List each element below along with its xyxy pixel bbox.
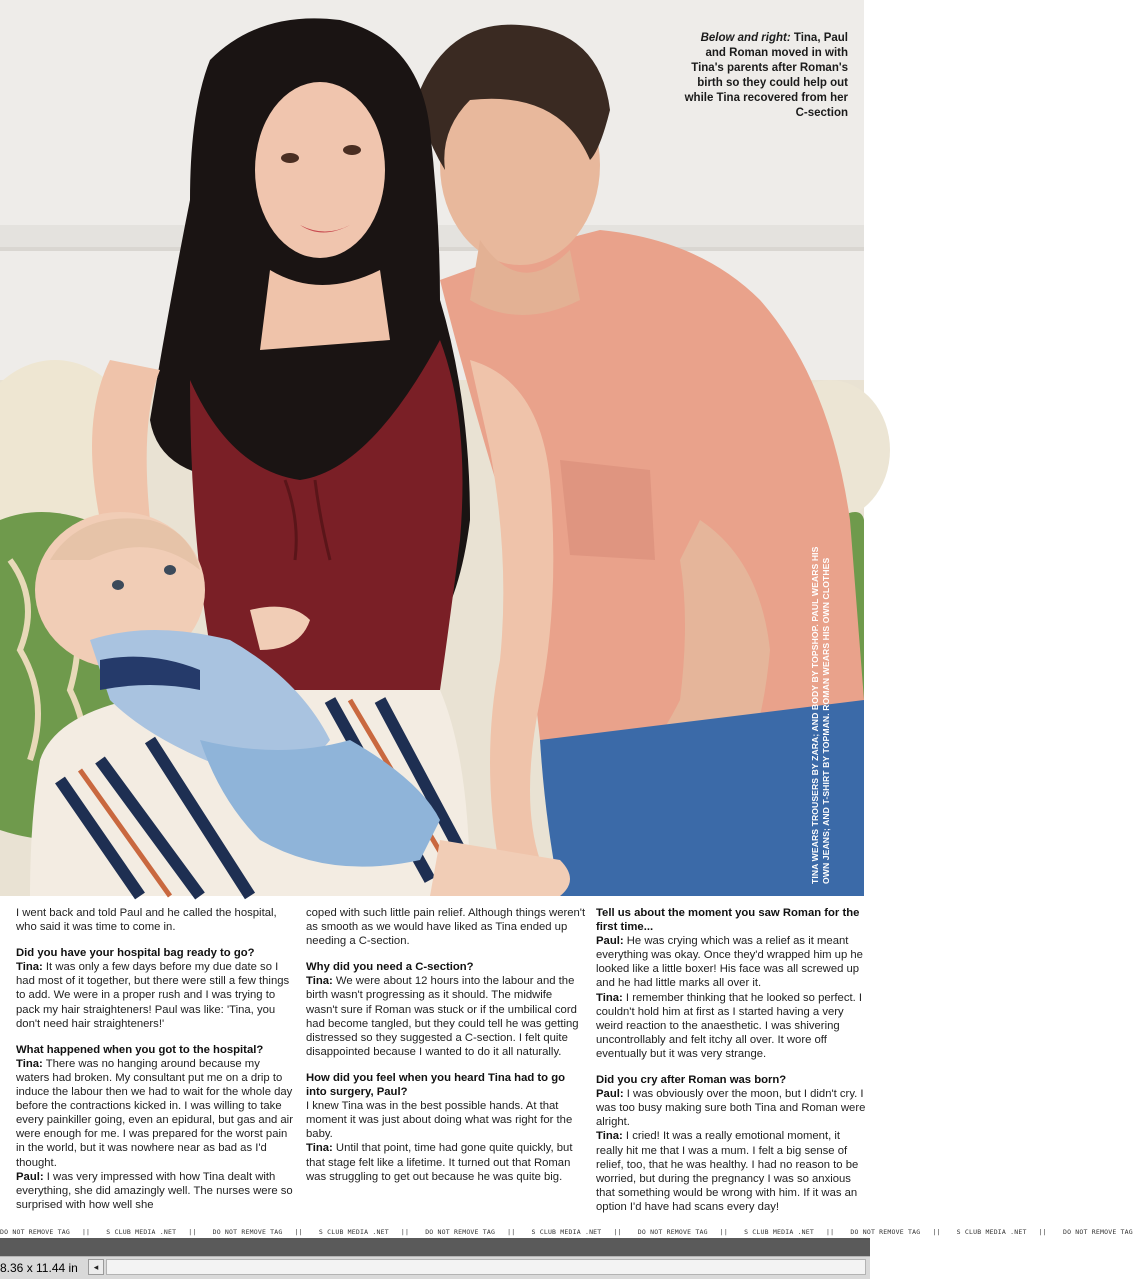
caption-lead: Below and right: xyxy=(700,32,791,44)
answer: I knew Tina was in the best possible hands. At that moment it was just about doing what was right for the baby. xyxy=(306,1100,573,1141)
article-column-2 xyxy=(306,906,586,1196)
watermark-tag: S CLUB MEDIA .NET xyxy=(106,1228,177,1236)
article-column-1 xyxy=(16,906,296,1224)
page-dimensions: 8.36 x 11.44 in xyxy=(0,1261,78,1275)
watermark-tag: DO NOT REMOVE TAG xyxy=(425,1228,496,1236)
speaker-label: Tina: xyxy=(306,1142,333,1155)
answer: I remember thinking that he looked so perfect. I couldn't hold him at first as I started having a very weird reaction to the anaesthetic. I was shivering uncontrollably and felt itchy all over. It wore off eventually but it was very strange. xyxy=(596,991,863,1060)
speaker-label: Paul: xyxy=(596,1088,624,1101)
viewer-status-bar xyxy=(0,1256,870,1279)
question: Did you cry after Roman was born? xyxy=(596,1074,787,1087)
scroll-left-button[interactable] xyxy=(88,1259,104,1275)
speaker-label: Tina: xyxy=(16,1057,43,1070)
speaker-label: Paul: xyxy=(16,1170,44,1183)
speaker-label: Tina: xyxy=(596,1130,623,1143)
article-column-3 xyxy=(596,906,868,1226)
answer: There was no hanging around because my waters had broken. My consultant put me on a drip to induce the labour then we had to wait for the whole day before the contractions kicked in. I was willing to take every painkiller going, even an epidural, but gas and air were enough for me. I was prepared for the worst pain in the world, but it was nowhere near as bad as I'd thought. xyxy=(16,1057,293,1169)
question: What happened when you got to the hospital? xyxy=(16,1043,264,1056)
watermark-tag: DO NOT REMOVE TAG xyxy=(637,1228,708,1236)
watermark-strip: DO NOT REMOVE TAG || S CLUB MEDIA .NET || DO NOT REMOVE TAG || S CLUB MEDIA .NET || DO NOT REMOVE TAG || S CLUB MEDIA .NET || DO NOT REMOVE TAG || S CLUB MEDIA .NET || DO NOT REMOVE TAG || S CLUB MEDIA .NET || DO NOT REMOVE TAG xyxy=(0,1228,1133,1236)
horizontal-scrollbar[interactable] xyxy=(106,1259,866,1275)
watermark-tag: DO NOT REMOVE TAG xyxy=(1062,1228,1133,1236)
answer: I was very impressed with how Tina dealt with everything, she did amazingly well. The nurses were so surprised with how well she xyxy=(16,1170,293,1211)
paragraph: coped with such little pain relief. Although things weren't as smooth as we would have liked as Tina ended up needing a C-section. xyxy=(306,907,586,948)
answer: He was crying which was a relief as it meant everything was okay. Once they'd wrapped him up he looked like a little boxer! His face was all screwed up and he had little marks all over it. xyxy=(596,935,863,990)
question: Tell us about the moment you saw Roman for the first time... xyxy=(596,907,860,934)
qa-block xyxy=(596,906,868,1061)
caption-text: Tina, Paul and Roman moved in with Tina's parents after Roman's birth so they could help out while Tina recovered from her C-section xyxy=(684,32,848,119)
qa-block xyxy=(596,1073,868,1214)
watermark-tag: DO NOT REMOVE TAG xyxy=(212,1228,283,1236)
question: Did you have your hospital bag ready to go? xyxy=(16,947,255,960)
qa-block xyxy=(306,960,586,1059)
speaker-label: Tina: xyxy=(16,961,43,974)
watermark-tag: S CLUB MEDIA .NET xyxy=(956,1228,1027,1236)
clothing-credit: TINA WEARS TROUSERS BY ZARA; AND BODY BY TOPSHOP. PAUL WEARS HIS OWN JEANS; AND T-SHIRT BY TOPMAN. ROMAN WEARS HIS OWN CLOTHES xyxy=(810,546,831,884)
watermark-tag: DO NOT REMOVE TAG xyxy=(850,1228,921,1236)
photo-caption xyxy=(678,31,848,121)
arrow-left-icon: ◂ xyxy=(93,1262,99,1272)
qa-block xyxy=(16,1043,296,1212)
qa-block xyxy=(16,946,296,1031)
speaker-label: Tina: xyxy=(596,991,623,1004)
watermark-tag: S CLUB MEDIA .NET xyxy=(531,1228,602,1236)
watermark-tag: DO NOT REMOVE TAG xyxy=(0,1228,70,1236)
answer: We were about 12 hours into the labour and the birth wasn't progressing as it should. The midwife wasn't sure if Roman was stuck or if the umbilical cord had become tangled, but they could tell he was getting distressed so they suggested a C-section. I felt quite disappointed because I wanted to do it all naturally. xyxy=(306,975,579,1058)
paragraph: I went back and told Paul and he called the hospital, who said it was time to come in. xyxy=(16,907,277,934)
question: How did you feel when you heard Tina had to go into surgery, Paul? xyxy=(306,1071,566,1099)
watermark-tag: S CLUB MEDIA .NET xyxy=(744,1228,815,1236)
answer: Until that point, time had gone quite quickly, but that stage felt like a lifetime. It turned out that Roman was struggling to get out because he was quite big. xyxy=(306,1142,573,1183)
watermark-tag: S CLUB MEDIA .NET xyxy=(318,1228,389,1236)
speaker-label: Tina: xyxy=(306,975,333,988)
answer: It was only a few days before my due date so I had most of it together, but there were still a few things to add. We were in a proper rush and I was trying to pack my hair straighteners! Paul was like: 'Tina, you don't need hair straighteners!' xyxy=(16,961,290,1030)
answer: I was obviously over the moon, but I didn't cry. I was too busy making sure both Tina and Roman were alright. xyxy=(596,1088,866,1129)
qa-block xyxy=(306,1071,586,1184)
answer: I cried! It was a really emotional moment, it really hit me that I was a mum. I felt a big sense of relief, too, that he was healthy. I had no reason to be worried, but during the pregnancy I was so anxious that something would be wrong with him. If it was an option I'd have had scans every day! xyxy=(596,1130,859,1213)
question: Why did you need a C-section? xyxy=(306,961,474,974)
viewer-canvas-edge xyxy=(0,1238,870,1256)
speaker-label: Paul: xyxy=(596,935,624,948)
